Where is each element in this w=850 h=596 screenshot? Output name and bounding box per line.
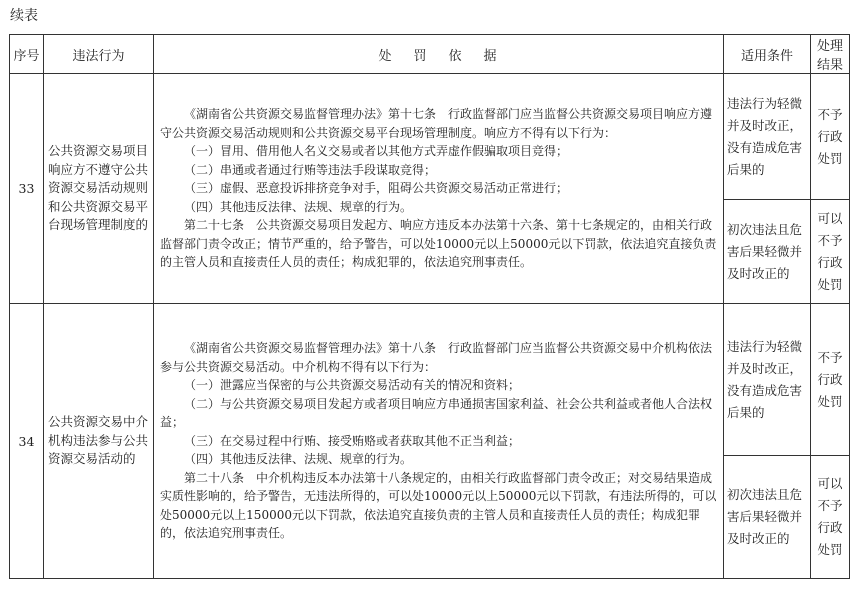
basis-penalty-article: 第二十八条 中介机构违反本办法第十八条规定的，由相关行政监督部门责令改正；对交易结果造成实质性影响的，给予警告，无违法所得的，可以处10000元以上50000元以下罚款，有违法所得的，可以处50000元以上150000元以下罚款，依法追究直接负责的主管人员和直接责任人员的责任；构成犯罪的，依法追究刑事责任。 — [160, 470, 717, 541]
basis-item: （三）虚假、恶意投诉排挤竞争对手，阻碍公共资源交易活动正常进行； — [184, 181, 569, 196]
condition-first-offense: 初次违法且危害后果轻微并及时改正的 — [724, 456, 811, 579]
result-may-no-penalty: 可以不予行政处罚 — [811, 200, 850, 304]
table-row — [10, 304, 850, 456]
row-basis — [154, 304, 724, 579]
row-violation: 公共资源交易中介机构违法参与公共资源交易活动的 — [44, 304, 154, 579]
basis-item: （二）与公共资源交易项目发起方或者项目响应方串通损害国家利益、社会公共利益或者他人合法权益； — [160, 396, 713, 430]
result-no-penalty: 不予行政处罚 — [811, 74, 850, 200]
basis-item: （三）在交易过程中行贿、接受贿赂或者获取其他不正当利益； — [184, 433, 521, 448]
basis-article: 《湖南省公共资源交易监督管理办法》第十八条 行政监督部门应当监督公共资源交易中介机构依法参与公共资源交易活动。中介机构不得有以下行为： — [160, 341, 713, 374]
basis-item: （一）冒用、借用他人名义交易或者以其他方式弄虚作假骗取项目竞得； — [184, 144, 569, 159]
condition-first-offense: 初次违法且危害后果轻微并及时改正的 — [724, 200, 811, 304]
basis-article: 《湖南省公共资源交易监督管理办法》第十七条 行政监督部门应当监督公共资源交易项目响应方遵守公共资源交易活动规则和公共资源交易平台现场管理制度。响应方不得有以下行为： — [160, 107, 713, 140]
row-basis — [154, 74, 724, 304]
basis-item: （四）其他违反法律、法规、规章的行为。 — [184, 452, 413, 467]
condition-minor: 违法行为轻微并及时改正，没有造成危害后果的 — [724, 304, 811, 456]
basis-item: （二）串通或者通过行贿等违法手段谋取竞得； — [184, 162, 437, 177]
header-violation: 违法行为 — [44, 35, 154, 74]
result-no-penalty: 不予行政处罚 — [811, 304, 850, 456]
table-row — [10, 74, 850, 200]
row-seq: 34 — [10, 304, 44, 579]
header-row — [10, 35, 850, 74]
header-result: 处理结果 — [811, 35, 850, 74]
penalty-table — [9, 34, 850, 579]
header-basis: 处罚依据 — [154, 35, 724, 74]
continued-caption: 续表 — [10, 8, 38, 24]
basis-penalty-article: 第二十七条 公共资源交易项目发起方、响应方违反本办法第十六条、第十七条规定的，由相关行政监督部门责令改正；情节严重的，给予警告，可以处10000元以上50000元以下罚款，依法追究直接负责的主管人员和直接责任人员的责任；构成犯罪的，依法追究刑事责任。 — [160, 218, 717, 270]
header-condition: 适用条件 — [724, 35, 811, 74]
row-seq: 33 — [10, 74, 44, 304]
row-violation: 公共资源交易项目响应方不遵守公共资源交易活动规则和公共资源交易平台现场管理制度的 — [44, 74, 154, 304]
header-seq: 序号 — [10, 35, 44, 74]
result-may-no-penalty: 可以不予行政处罚 — [811, 456, 850, 579]
condition-minor: 违法行为轻微并及时改正，没有造成危害后果的 — [724, 74, 811, 200]
basis-item: （一）泄露应当保密的与公共资源交易活动有关的情况和资料； — [184, 378, 521, 393]
basis-item: （四）其他违反法律、法规、规章的行为。 — [184, 199, 413, 214]
